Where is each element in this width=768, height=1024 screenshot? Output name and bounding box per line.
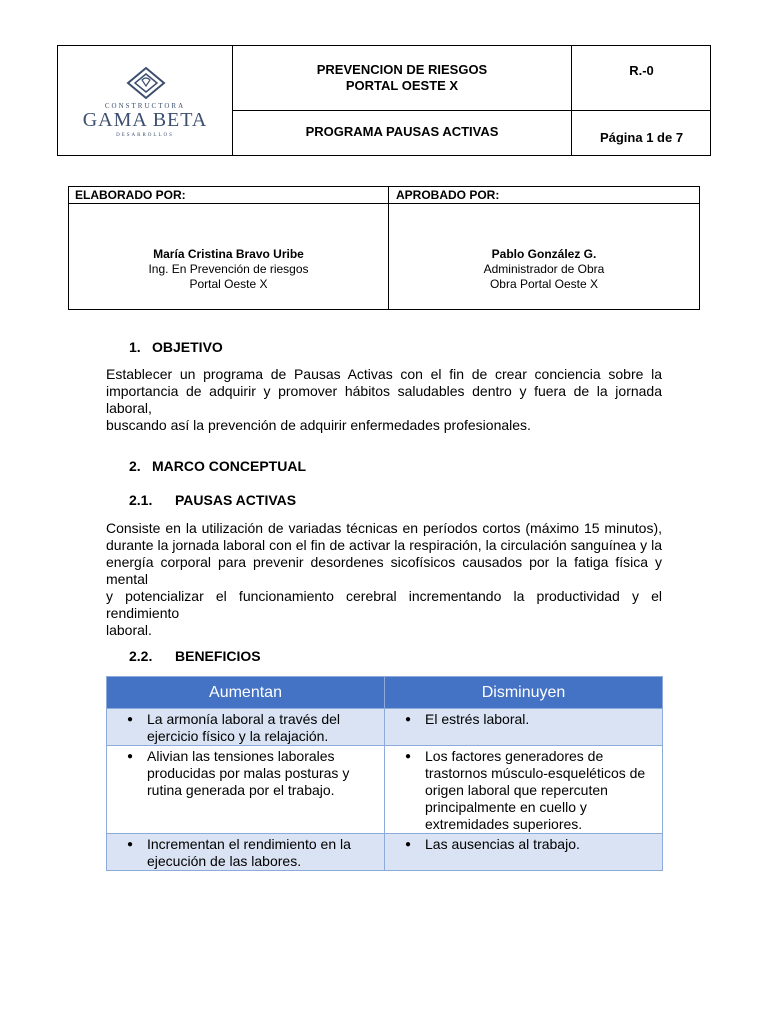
section-2-title: MARCO CONCEPTUAL [152, 458, 306, 474]
approved-role: Administrador de Obra [483, 262, 605, 276]
cell-line: producidas por malas posturas y [147, 765, 350, 781]
logo-bottom-text: DESARROLLOS [116, 133, 174, 138]
prepared-place: Portal Oeste X [189, 277, 268, 291]
col-increase-header: Aumentan [107, 677, 385, 709]
increase-cell [107, 834, 385, 871]
document-title [233, 46, 571, 110]
paragraph-line: importancia de adquirir y promover hábitos saludables dentro y fuera de la jornada laboral, [106, 383, 662, 416]
decrease-cell [385, 834, 663, 871]
paragraph-line: Consiste en la utilización de variadas técnicas en períodos cortos (máximo 15 minutos), [106, 520, 662, 536]
cell-line: Alivian las tensiones laborales [147, 748, 335, 764]
cell-line: ejecución de las labores. [147, 853, 302, 869]
page-number: Página 1 de 7 [599, 130, 684, 145]
col-decrease-header: Disminuyen [385, 677, 663, 709]
approved-name: Pablo González G. [491, 247, 597, 261]
title-line-1: PREVENCION DE RIESGOS [316, 62, 488, 77]
paragraph-line: buscando así la prevención de adquirir enfermedades profesionales. [106, 417, 531, 433]
signature-table [68, 186, 700, 310]
cell-line: Las ausencias al trabajo. [425, 836, 580, 852]
section-1-title: OBJETIVO [152, 339, 223, 355]
title-line-2: PORTAL OESTE X [345, 78, 459, 93]
approved-by-block [389, 247, 699, 292]
paragraph-line: laboral. [106, 622, 152, 638]
prepared-by-block [69, 247, 388, 292]
paragraph-line: y potencializar el funcionamiento cerebral incrementando la productividad y el rendimiento [106, 588, 662, 621]
document-code: R.-0 [629, 63, 654, 78]
bullet-icon: ● [404, 839, 412, 850]
paragraph-line: Establecer un programa de Pausas Activas con el fin de crear conciencia sobre la [106, 366, 662, 382]
cell-line: Incrementan el rendimiento en la [147, 836, 351, 852]
table-row [107, 709, 663, 746]
bullet-icon: ● [126, 751, 134, 762]
increase-cell [107, 709, 385, 746]
logo-brand: GAMA BETA [82, 109, 208, 131]
increase-cell [107, 746, 385, 834]
benefits-header-row [107, 677, 663, 709]
cell-line: El estrés laboral. [425, 711, 530, 727]
company-logo [58, 46, 232, 155]
cell-line: trastornos músculo-esqueléticos de [425, 765, 646, 781]
cell-line: La armonía laboral a través del [147, 711, 340, 727]
paragraph-line: durante la jornada laboral con el fin de activar la respiración, la circulación sanguínea y la [106, 537, 662, 553]
diamond-logo-icon [124, 66, 168, 100]
cell-line: principalmente en cuello y [425, 799, 587, 815]
document-header [57, 45, 711, 156]
decrease-cell [385, 709, 663, 746]
approved-by-label: APROBADO POR: [396, 188, 500, 202]
cell-line: ejercicio físico y la relajación. [147, 728, 329, 744]
cell-line: extremidades superiores. [425, 816, 583, 832]
bullet-icon: ● [404, 714, 412, 725]
document-subtitle: PROGRAMA PAUSAS ACTIVAS [305, 124, 499, 139]
section-2-1-title: PAUSAS ACTIVAS [175, 492, 297, 508]
section-2-1-paragraph [106, 520, 662, 639]
cell-line: rutina generada por el trabajo. [147, 782, 335, 798]
benefits-table [106, 676, 663, 871]
prepared-role: Ing. En Prevención de riesgos [148, 262, 309, 276]
cell-line: origen laboral que repercuten [425, 782, 608, 798]
section-1-paragraph [106, 366, 662, 434]
section-2-2-number: 2.2. [129, 648, 153, 664]
prepared-by-label: ELABORADO POR: [75, 188, 186, 202]
logo-top-text: CONSTRUCTORA [104, 102, 186, 110]
table-row [107, 834, 663, 871]
section-2-1-number: 2.1. [129, 492, 153, 508]
approved-place: Obra Portal Oeste X [489, 277, 599, 291]
prepared-name: María Cristina Bravo Uribe [153, 247, 304, 261]
bullet-icon: ● [404, 751, 412, 762]
section-1-number: 1. [129, 339, 141, 355]
section-2-2-title: BENEFICIOS [175, 648, 261, 664]
bullet-icon: ● [126, 839, 134, 850]
table-row [107, 746, 663, 834]
decrease-cell [385, 746, 663, 834]
section-2-number: 2. [129, 458, 141, 474]
bullet-icon: ● [126, 714, 134, 725]
paragraph-line: energía corporal para prevenir desordenes sicofísicos causados por la fatiga física y mental [106, 554, 662, 587]
cell-line: Los factores generadores de [425, 748, 604, 764]
